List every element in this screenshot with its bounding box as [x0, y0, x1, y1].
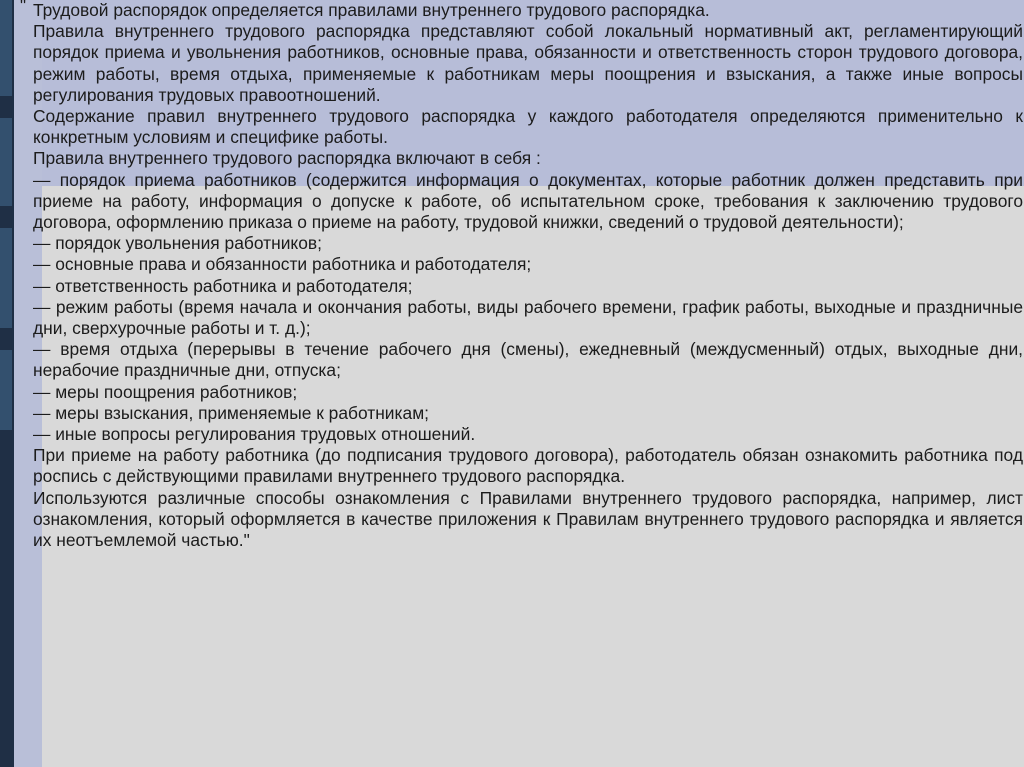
paragraph: При приеме на работу работника (до подписания трудового договора), работодатель обязан ознакомить работника под роспись с действующими правилами внутреннего трудового распорядка. [33, 445, 1023, 487]
paragraph: Содержание правил внутреннего трудового распорядка у каждого работодателя определяются применительно к конкретным условиям и специфике работы. [33, 106, 1023, 148]
list-item: — время отдыха (перерывы в течение рабочего дня (смены), ежедневный (междусменный) отдых, выходные дни, нерабочие праздничные дни, отпуска; [33, 339, 1023, 381]
paragraph: Правила внутреннего трудового распорядка представляют собой локальный нормативный акт, регламентирующий порядок приема и увольнения работников, основные права, обязанности и ответственность сторон трудового договора, режим работы, время отдыха, применяемые к работникам меры поощрения и взыскания, а также иные вопросы регулирования трудовых правоотношений. [33, 21, 1023, 105]
list-item: — порядок приема работников (содержится информация о документах, которые работник должен представить при приеме на работу, информация о допуске к работе, об испытательном сроке, требования к заключению трудового договора, оформлению приказа о приеме на работу, трудовой книжки, сведений о трудовой деятельности); [33, 169, 1023, 233]
left-accent-block [0, 118, 12, 206]
left-accent-block [0, 0, 12, 96]
list-item: — режим работы (время начала и окончания работы, виды рабочего времени, график работы, выходные и праздничные дни, сверхурочные работы и т. д.); [33, 296, 1023, 339]
body-text [33, 0, 1023, 551]
paragraph: Используются различные способы ознакомления с Правилами внутреннего трудового распорядка, например, лист ознакомления, который оформляется в качестве приложения к Правилам внутреннего трудового распорядка и является их неотъемлемой частью." [33, 487, 1023, 551]
list-item: — иные вопросы регулирования трудовых отношений. [33, 424, 476, 445]
list-item: — основные права и обязанности работника и работодателя; [33, 254, 532, 275]
list-item: — порядок увольнения работников; [33, 233, 322, 254]
list-item: — ответственность работника и работодателя; [33, 275, 413, 296]
paragraph: Правила внутреннего трудового распорядка включают в себя : [33, 148, 541, 169]
list-item: — меры поощрения работников; [33, 381, 298, 402]
opening-quote-mark: " [20, 0, 27, 15]
paragraph: Трудовой распорядок определяется правилами внутреннего трудового распорядка. [33, 0, 710, 20]
list-item: — меры взыскания, применяемые к работникам; [33, 402, 429, 423]
left-accent-block [0, 228, 12, 328]
left-accent-block [0, 350, 12, 430]
